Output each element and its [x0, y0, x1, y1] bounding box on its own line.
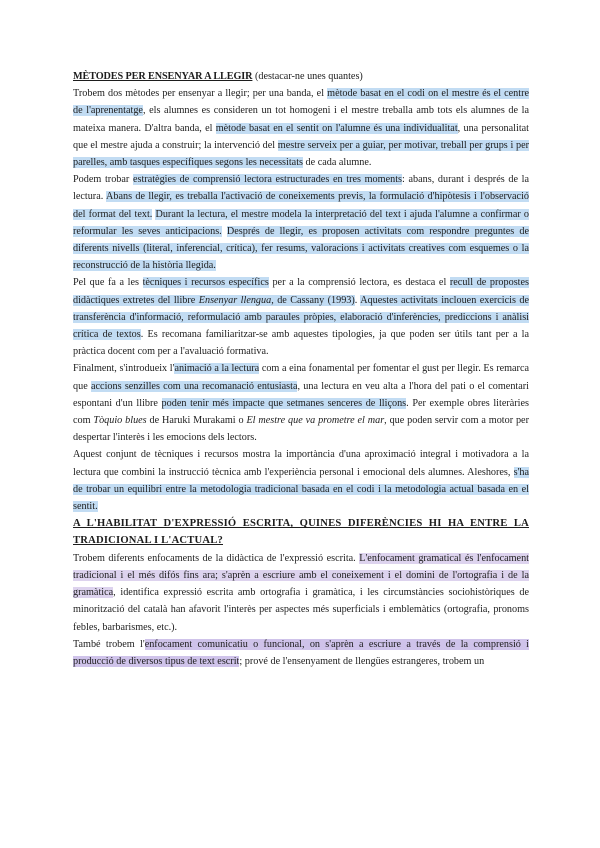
- book-title: El mestre que va prometre el mar: [246, 415, 385, 427]
- book-title: Tòquio blues: [93, 415, 147, 427]
- text: : abans, durant i després de la lectura.: [73, 174, 530, 203]
- paragraph-strategies: [73, 171, 529, 274]
- highlight: mestre serveix per a guiar, per motivar, treball per grups i per parelles, amb tasques específiques segons les necessitats: [73, 139, 530, 169]
- highlight: tècniques i recursos específics: [142, 277, 269, 289]
- highlight: Després de llegir, es proposen activitats com respondre preguntes de diferents nivells (literal, inferencial, crítica), fer resums, valoracions i activitats creatives com esquemes o la reconstrucció de la història llegida.: [73, 225, 530, 272]
- section-heading-writing: A L'HABILITAT D'EXPRESSIÓ ESCRITA, QUINES DIFERÈNCIES HI HA ENTRE LA TRADICIONAL I L'ACTUAL?: [73, 518, 529, 547]
- text: Pel que fa a les: [73, 277, 143, 289]
- section-heading-reading-methods: [73, 68, 529, 85]
- text: També trobem l': [73, 638, 145, 650]
- highlight: Abans de llegir, es treballa l'activació de coneixements previs, la formulació d'hipòtesis i l'observació del format del text.: [73, 191, 529, 220]
- text: recull de propostes didàctiques extretes del llibre: [73, 277, 529, 306]
- paragraph-methods: [73, 85, 529, 171]
- highlight: Aquestes activitats inclouen exercicis de transferència d'informació, reformulació amb paraules pròpies, elaboració d'inferències, prediccions i anàlisi crítica de textos: [73, 294, 529, 341]
- highlight: poden tenir més impacte que setmanes senceres de lliçons: [161, 397, 407, 409]
- text: Aquest conjunt de tècniques i recursos mostra la importància d'una aproximació integral i motivadora a la lectura que combini la instrucció tècnica amb l'experiència personal i emocional dels alumnes. Aleshores,: [73, 449, 529, 478]
- paragraph-communicative-approach: [73, 636, 529, 670]
- heading-bold: MÈTODES PER ENSENYAR A LLEGIR: [73, 71, 253, 82]
- text: , els alumnes es consideren un tot homogeni i el mestre treballa amb tots els alumnes de la mateixa manera. D'altra banda, el: [73, 105, 529, 134]
- highlight: mètode basat en el codi on el mestre és el centre de l'aprenentatge: [73, 88, 530, 117]
- text: ; prové de l'ensenyament de llengües estrangeres, trobem un: [239, 655, 485, 667]
- highlight: estratègies de comprensió lectora estructurades en tres moments: [132, 174, 402, 186]
- text: , de Cassany (1993): [271, 294, 355, 306]
- paragraph-writing-approaches: [73, 550, 529, 636]
- highlight: mètode basat en el sentit on l'alumne és una individualitat: [215, 122, 458, 134]
- highlight: enfocament comunicatiu o funcional, on s'aprèn a escriure a través de la comprensió i producció de diversos tipus de text escrit: [73, 638, 529, 667]
- text: com a eina fonamental per fomentar el gust per llegir. Es remarca que: [73, 363, 529, 392]
- highlight: animació a la lectura: [174, 363, 260, 375]
- text: per a la comprensió lectora, es destaca el: [268, 277, 450, 289]
- text: . Per exemple obres literàries com: [73, 397, 529, 427]
- paragraph-techniques: [73, 274, 529, 360]
- text: Podem trobar: [73, 174, 133, 186]
- text: de cada alumne.: [303, 157, 372, 169]
- text: .: [354, 294, 361, 306]
- highlight: Durant la lectura, el mestre modela la interpretació del text i ajuda l'alumne a confirmar o reformular les seves anticipacions.: [73, 208, 530, 237]
- document-page: [73, 68, 529, 670]
- text: de Haruki Murakami o: [146, 415, 247, 427]
- text: , una personalitat que el mestre ajuda a construir; la intervenció del: [73, 122, 530, 151]
- text: . Es recomana familiaritzar-se amb aquestes tipologies, ja que poden ser útils tant per a la pràctica docent com per a l'avaluació formativa.: [73, 329, 529, 358]
- text: Trobem dos mètodes per ensenyar a llegir; per una banda, el: [73, 88, 328, 100]
- highlight: L'enfocament gramatical és l'enfocament tradicional i el més difós fins ara; s'aprèn a escriure amb el coneixement i el domini de l'ortografia i de la gramàtica: [73, 552, 529, 599]
- text: Trobem diferents enfocaments de la didàctica de l'expressió escrita.: [73, 552, 360, 564]
- text: , identifica expressió escrita amb ortografia i gramàtica, i les circumstàncies sociohistòriques de minorització del català han afavorit l'interès per aspectes més superficials i emblemàtics (ortografia, pronoms febles, barbarismes, etc.).: [73, 587, 529, 633]
- highlight: accions senzilles com una recomanació entusiasta: [91, 380, 298, 392]
- paragraph-conclusion: [73, 446, 529, 515]
- heading-note: (destacar-ne unes quantes): [252, 71, 363, 82]
- text: , una lectura en veu alta a l'hora del pati o el comentari espontani d'un llibre: [73, 380, 530, 409]
- book-title: Ensenyar llengua: [198, 294, 272, 306]
- highlight: s'ha de trobar un equilibri entre la metodologia tradicional basada en el codi i la metodologia actual basada en el sentit.: [73, 466, 529, 513]
- text: Finalment, s'introdueix l': [73, 363, 175, 375]
- text: , que poden servir com a motor per despertar l'interès i les emocions dels lectors.: [73, 415, 529, 444]
- paragraph-reading-animation: [73, 360, 529, 446]
